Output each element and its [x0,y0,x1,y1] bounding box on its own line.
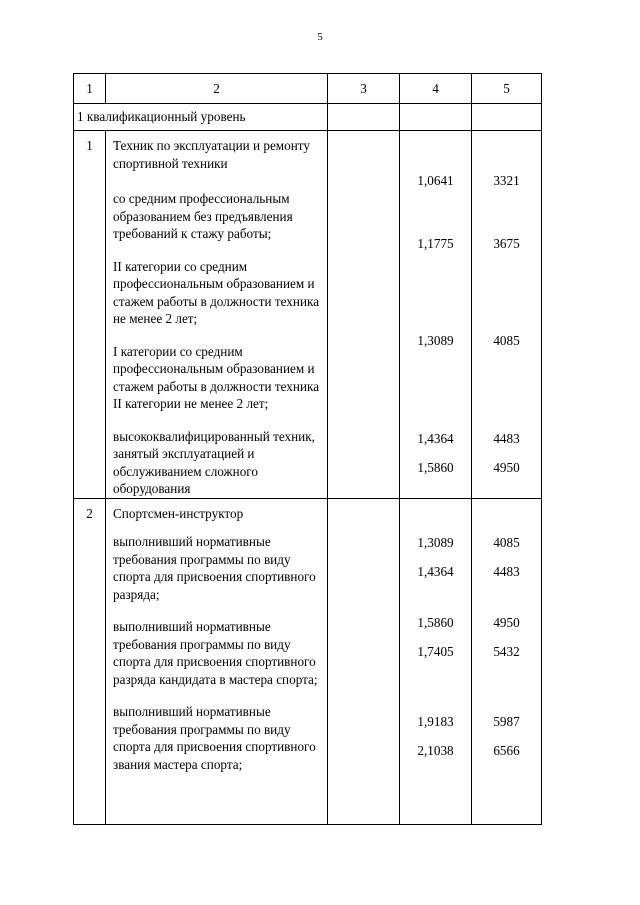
coefficient-value: 1,5860 [417,459,454,475]
entry-text: выполнивший нормативные требования программы по виду спорта для присвоения спортивного разряда кандидата в мастера спорта; [113,619,318,687]
table-row [74,498,542,824]
entry-text: со средним профессиональным образованием без предъявления требований к стажу работы; [113,191,293,241]
coefficient-value: 2,1038 [417,742,454,758]
salary-value: 5432 [493,644,520,659]
coefficient-value: 1,3089 [417,534,454,550]
position-title: Спортсмен-инструктор [113,505,244,521]
row-number: 1 [74,131,106,499]
salary-value: 4950 [493,459,520,475]
header-cell: 3 [328,74,400,104]
level-row [74,104,542,131]
salary-value: 4950 [493,615,520,630]
entry-text: II категории со средним профессиональным образованием и стажем работы в должности техника не менее 2 лет; [113,258,320,326]
header-cell: 1 [74,74,106,104]
coefficient-value: 1,9183 [417,713,454,729]
header-row [74,74,542,104]
header-cell: 4 [400,74,472,104]
entry-text: высококвалифицированный техник, занятый эксплуатацией и обслуживанием сложного оборудования [113,428,315,496]
coefficient-value: 1,0641 [417,173,454,188]
table-row [74,131,542,499]
entry-text: выполнивший нормативные требования программы по виду спорта для присвоения спортивного разряда; [113,534,316,602]
salary-value: 6566 [493,742,520,758]
coefficient-value: 1,4364 [417,563,454,579]
coefficient-value: 1,3089 [417,333,454,348]
row-number: 2 [74,498,106,824]
header-cell: 2 [106,74,328,104]
page-number: 5 [317,31,323,43]
salary-value: 4483 [493,430,520,446]
entry-text: выполнивший нормативные требования программы по виду спорта для присвоения спортивного звания мастера спорта; [113,704,316,772]
header-cell: 5 [472,74,542,104]
entry-text: I категории со средним профессиональным образованием и стажем работы в должности техника II категории не менее 2 лет; [113,343,320,411]
tariff-table [73,73,542,825]
salary-value: 3321 [493,173,520,188]
coefficient-value: 1,1775 [417,235,454,251]
salary-value: 5987 [493,713,520,729]
salary-value: 4085 [493,333,520,348]
salary-value: 4483 [493,563,520,579]
position-title: Техник по эксплуатации и ремонту спортивной техники [113,138,310,171]
coefficient-value: 1,4364 [417,430,454,446]
salary-value: 3675 [493,235,520,251]
salary-value: 4085 [493,534,520,550]
coefficient-value: 1,7405 [417,644,454,659]
qualification-level-title: 1 квалификационный уровень [74,104,328,131]
coefficient-value: 1,5860 [417,615,454,630]
